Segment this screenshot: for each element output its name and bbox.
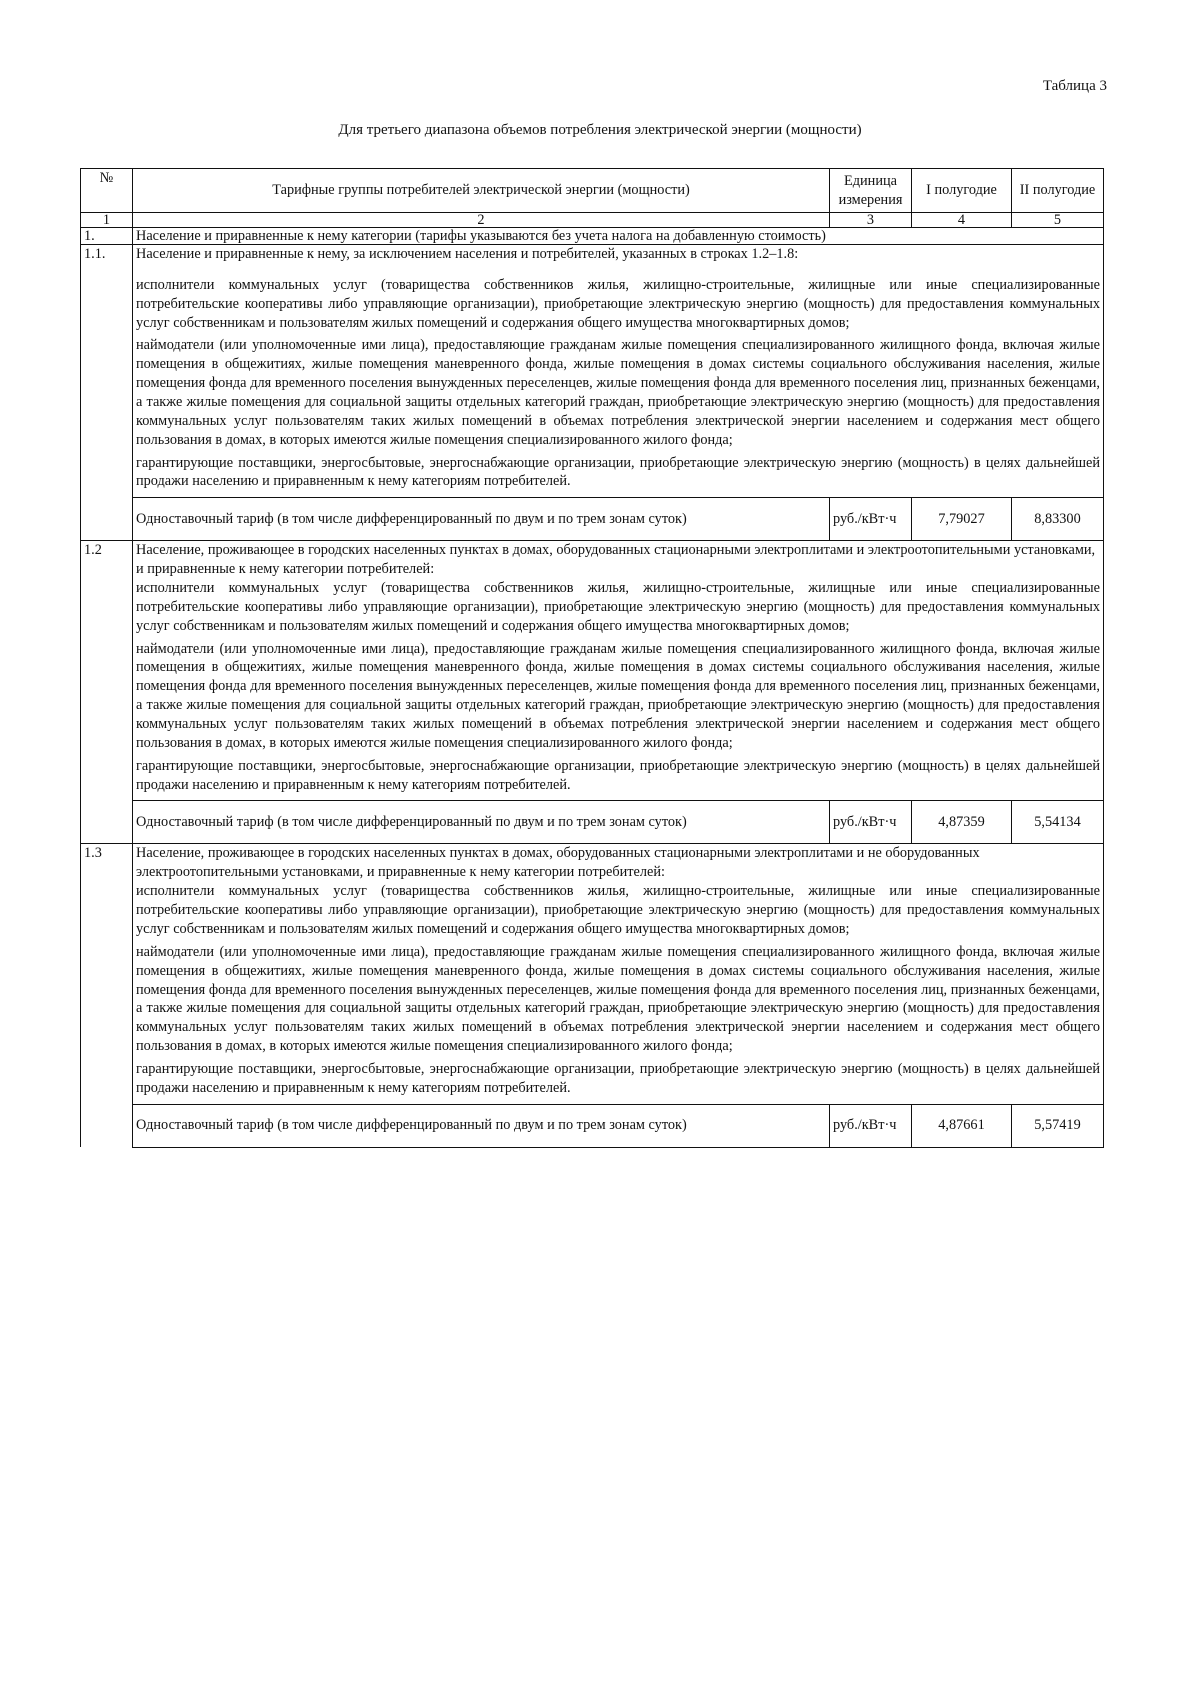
row-number: 1.2 xyxy=(81,541,133,844)
rate-value-h2: 5,57419 xyxy=(1012,1104,1104,1147)
column-number: 4 xyxy=(912,213,1012,228)
row-intro: Население, проживающее в городских населенных пунктах в домах, оборудованных стационарными электроплитами и не оборудованных электроотопительными установками, и приравненные к нему категории потребителей: xyxy=(136,845,980,881)
row-paragraph: гарантирующие поставщики, энергосбытовые, энергоснабжающие организации, приобретающие электрическую энергию (мощность) в целях дальнейшей продажи населению и приравненным к нему категориям потребителей. xyxy=(136,757,1100,793)
header-h2: II полугодие xyxy=(1012,169,1104,213)
row-paragraph: исполнители коммунальных услуг (товарищества собственников жилья, жилищно-строительные, жилищные или иные специализированные потребительские кооперативы либо управляющие организации), приобретающие электрическую энергию (мощность) для предоставления коммунальных услуг собственникам и пользователям жилых помещений и содержания общего имущества многоквартирных домов; xyxy=(136,276,1100,331)
rate-value-h1: 7,79027 xyxy=(912,498,1012,541)
header-unit: Единица измерения xyxy=(830,169,912,213)
table-header-row xyxy=(81,169,1104,213)
row-description xyxy=(133,844,1104,1104)
row-number: 1.3 xyxy=(81,844,133,1147)
rate-unit: руб./кВт·ч xyxy=(830,801,912,844)
table-title: Для третьего диапазона объемов потребления электрической энергии (мощности) xyxy=(338,122,862,138)
rate-value-h2: 8,83300 xyxy=(1012,498,1104,541)
row-paragraph: наймодатели (или уполномоченные ими лица), предоставляющие гражданам жилые помещения специализированного жилищного фонда, включая жилые помещения в общежитиях, жилые помещения маневренного фонда, жилые помещения в домах системы социального обслуживания населения, жилые помещения фонда для временного поселения вынужденных переселенцев, жилые помещения фонда для временного поселения лиц, признанных беженцами, а также жилые помещения для социальной защиты отдельных категорий граждан, приобретающие электрическую энергию (мощность) для предоставления коммунальных услуг пользователям таких жилых помещений в объемах потребления электрической энергии населением и содержания мест общего пользования в домах, в которых имеются жилые помещения специализированного жилого фонда; xyxy=(136,337,1100,448)
table-row xyxy=(81,844,1104,1104)
header-no: № xyxy=(81,169,133,213)
section-title: Население и приравненные к нему категории (тарифы указываются без учета налога на добавленную стоимость) xyxy=(133,228,1104,245)
row-intro: Население и приравненные к нему, за исключением населения и потребителей, указанных в строках 1.2–1.8: xyxy=(136,246,799,262)
rate-unit: руб./кВт·ч xyxy=(830,498,912,541)
column-number: 2 xyxy=(133,213,830,228)
row-paragraph: гарантирующие поставщики, энергосбытовые, энергоснабжающие организации, приобретающие электрическую энергию (мощность) в целях дальнейшей продажи населению и приравненным к нему категориям потребителей. xyxy=(136,1060,1100,1096)
rate-value-h2: 5,54134 xyxy=(1012,801,1104,844)
row-description xyxy=(133,245,1104,498)
rate-value-h1: 4,87359 xyxy=(912,801,1012,844)
rate-row xyxy=(81,498,1104,541)
row-number: 1.1. xyxy=(81,245,133,541)
table-row xyxy=(81,541,1104,801)
row-intro: Население, проживающее в городских населенных пунктах в домах, оборудованных стационарными электроплитами и электроотопительными установками, и приравненные к нему категории потребителей: xyxy=(136,542,1096,578)
table-caption: Таблица 3 xyxy=(1042,78,1107,94)
section-number: 1. xyxy=(81,228,133,245)
column-number: 1 xyxy=(81,213,133,228)
table-row xyxy=(81,245,1104,498)
row-paragraph: исполнители коммунальных услуг (товарищества собственников жилья, жилищно-строительные, жилищные или иные специализированные потребительские кооперативы либо управляющие организации), приобретающие электрическую энергию (мощность) для предоставления коммунальных услуг собственникам и пользователям жилых помещений и содержания общего имущества многоквартирных домов; xyxy=(136,580,1100,634)
section-row xyxy=(81,228,1104,245)
rate-label: Одноставочный тариф (в том числе дифференцированный по двум и по трем зонам суток) xyxy=(133,1104,830,1147)
rate-row xyxy=(81,1104,1104,1147)
row-paragraph: наймодатели (или уполномоченные ими лица), предоставляющие гражданам жилые помещения специализированного жилищного фонда, включая жилые помещения в общежитиях, жилые помещения маневренного фонда, жилые помещения в домах системы социального обслуживания населения, жилые помещения фонда для временного поселения вынужденных переселенцев, жилые помещения фонда для временного поселения лиц, признанных беженцами, а также жилые помещения для социальной защиты отдельных категорий граждан, приобретающие электрическую энергию (мощность) для предоставления коммунальных услуг пользователям таких жилых помещений в объемах потребления электрической энергии населением и содержания мест общего пользования в домах, в которых имеются жилые помещения специализированного жилого фонда; xyxy=(136,943,1100,1055)
column-number-row xyxy=(81,213,1104,228)
column-number: 5 xyxy=(1012,213,1104,228)
row-paragraph: наймодатели (или уполномоченные ими лица), предоставляющие гражданам жилые помещения специализированного жилищного фонда, включая жилые помещения в общежитиях, жилые помещения маневренного фонда, жилые помещения в домах системы социального обслуживания населения, жилые помещения фонда для временного поселения вынужденных переселенцев, жилые помещения фонда для временного поселения лиц, признанных беженцами, а также жилые помещения для социальной защиты отдельных категорий граждан, приобретающие электрическую энергию (мощность) для предоставления коммунальных услуг пользователям таких жилых помещений в объемах потребления электрической энергии населением и содержания мест общего пользования в домах, в которых имеются жилые помещения специализированного жилого фонда; xyxy=(136,640,1100,751)
rate-row xyxy=(81,801,1104,844)
rate-label: Одноставочный тариф (в том числе дифференцированный по двум и по трем зонам суток) xyxy=(133,801,830,844)
row-paragraph: исполнители коммунальных услуг (товарищества собственников жилья, жилищно-строительные, жилищные или иные специализированные потребительские кооперативы либо управляющие организации), приобретающие электрическую энергию (мощность) для предоставления коммунальных услуг собственникам и пользователям жилых помещений и содержания общего имущества многоквартирных домов; xyxy=(136,883,1100,937)
tariff-table xyxy=(80,168,1104,1148)
rate-label: Одноставочный тариф (в том числе дифференцированный по двум и по трем зонам суток) xyxy=(133,498,830,541)
rate-unit: руб./кВт·ч xyxy=(830,1104,912,1147)
rate-value-h1: 4,87661 xyxy=(912,1104,1012,1147)
row-description xyxy=(133,541,1104,801)
header-group: Тарифные группы потребителей электрической энергии (мощности) xyxy=(133,169,830,213)
row-paragraph: гарантирующие поставщики, энергосбытовые, энергоснабжающие организации, приобретающие электрическую энергию (мощность) в целях дальнейшей продажи населению и приравненным к нему категориям потребителей. xyxy=(136,454,1100,490)
column-number: 3 xyxy=(830,213,912,228)
header-h1: I полугодие xyxy=(912,169,1012,213)
